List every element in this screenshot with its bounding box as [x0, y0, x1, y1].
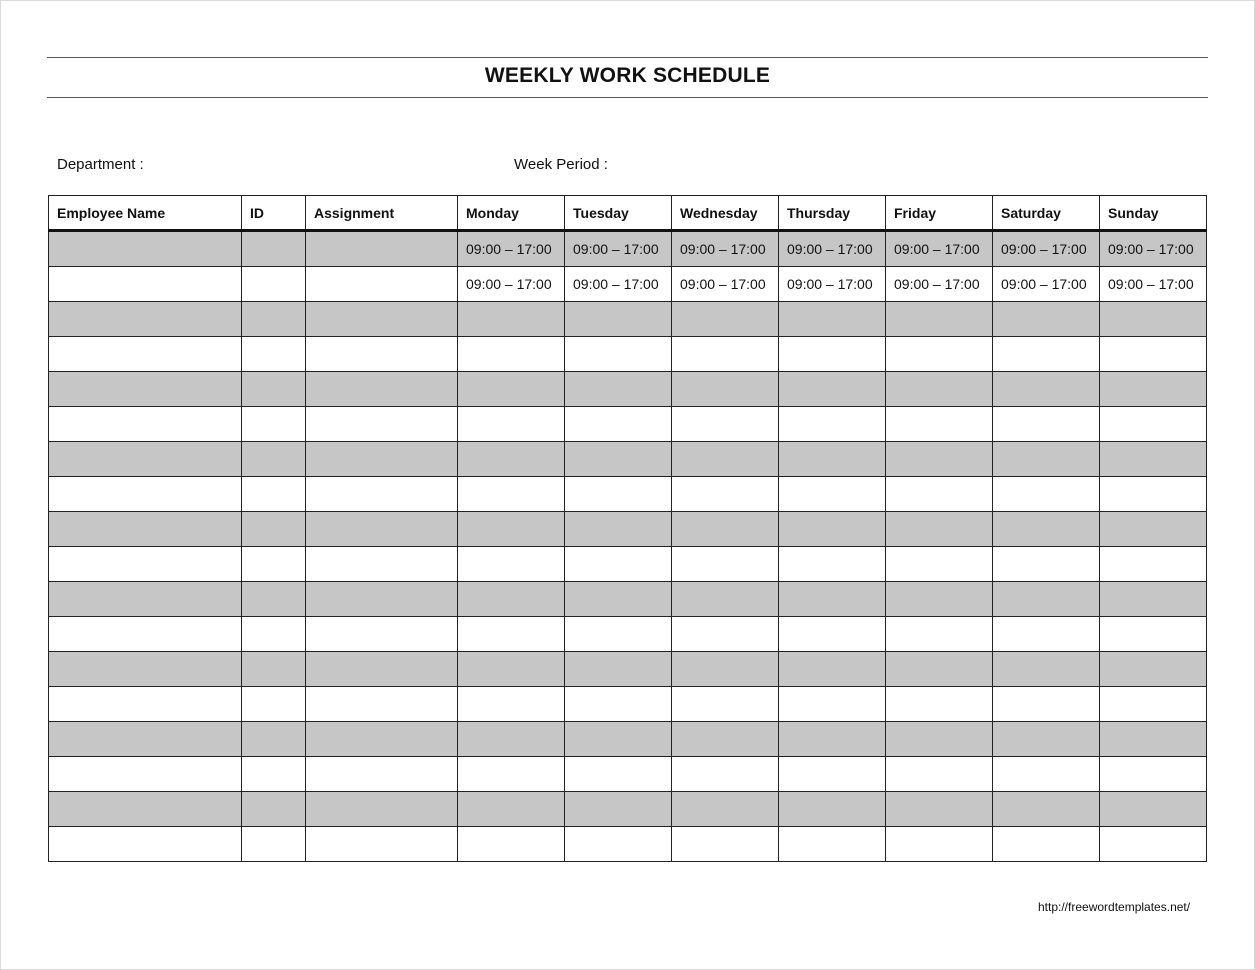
table-row — [49, 652, 1207, 687]
cell-sunday[interactable] — [1100, 582, 1207, 617]
cell-assignment[interactable] — [306, 477, 458, 512]
header-row — [49, 196, 1207, 231]
cell-friday[interactable] — [886, 757, 993, 792]
cell-saturday[interactable] — [993, 547, 1100, 582]
cell-tuesday[interactable] — [565, 337, 672, 372]
cell-employee-name[interactable] — [49, 442, 242, 477]
cell-id[interactable] — [242, 792, 306, 827]
table-row — [49, 337, 1207, 372]
cell-saturday[interactable] — [993, 687, 1100, 722]
cell-monday[interactable] — [458, 547, 565, 582]
cell-saturday[interactable] — [993, 722, 1100, 757]
cell-id[interactable] — [242, 547, 306, 582]
cell-monday[interactable]: 09:00 – 17:00 — [458, 267, 565, 302]
cell-thursday[interactable] — [779, 477, 886, 512]
cell-id[interactable] — [242, 337, 306, 372]
header-assignment: Assignment — [306, 196, 458, 231]
cell-friday[interactable] — [886, 582, 993, 617]
cell-tuesday[interactable] — [565, 512, 672, 547]
cell-saturday[interactable] — [993, 407, 1100, 442]
cell-employee-name[interactable] — [49, 231, 242, 267]
cell-assignment[interactable] — [306, 652, 458, 687]
cell-thursday[interactable] — [779, 407, 886, 442]
cell-saturday[interactable] — [993, 827, 1100, 862]
cell-friday[interactable] — [886, 617, 993, 652]
cell-assignment[interactable] — [306, 722, 458, 757]
cell-employee-name[interactable] — [49, 407, 242, 442]
cell-saturday[interactable]: 09:00 – 17:00 — [993, 267, 1100, 302]
cell-wednesday[interactable] — [672, 827, 779, 862]
schedule-body — [49, 231, 1207, 862]
table-row — [49, 687, 1207, 722]
cell-sunday[interactable] — [1100, 792, 1207, 827]
cell-tuesday[interactable] — [565, 792, 672, 827]
cell-saturday[interactable] — [993, 512, 1100, 547]
header-id: ID — [242, 196, 306, 231]
cell-id[interactable] — [242, 617, 306, 652]
cell-friday[interactable] — [886, 512, 993, 547]
header-saturday: Saturday — [993, 196, 1100, 231]
table-row — [49, 792, 1207, 827]
cell-saturday[interactable]: 09:00 – 17:00 — [993, 231, 1100, 267]
header-employee-name: Employee Name — [49, 196, 242, 231]
cell-employee-name[interactable] — [49, 722, 242, 757]
cell-id[interactable] — [242, 407, 306, 442]
cell-thursday[interactable] — [779, 827, 886, 862]
cell-sunday[interactable]: 09:00 – 17:00 — [1100, 231, 1207, 267]
cell-friday[interactable] — [886, 547, 993, 582]
table-row — [49, 302, 1207, 337]
cell-employee-name[interactable] — [49, 372, 242, 407]
cell-sunday[interactable] — [1100, 337, 1207, 372]
cell-assignment[interactable] — [306, 792, 458, 827]
cell-id[interactable] — [242, 231, 306, 267]
cell-sunday[interactable] — [1100, 442, 1207, 477]
cell-employee-name[interactable] — [49, 512, 242, 547]
cell-employee-name[interactable] — [49, 582, 242, 617]
cell-id[interactable] — [242, 267, 306, 302]
cell-sunday[interactable] — [1100, 652, 1207, 687]
cell-sunday[interactable]: 09:00 – 17:00 — [1100, 267, 1207, 302]
cell-assignment[interactable] — [306, 617, 458, 652]
cell-sunday[interactable] — [1100, 687, 1207, 722]
cell-sunday[interactable] — [1100, 302, 1207, 337]
cell-thursday[interactable] — [779, 337, 886, 372]
cell-tuesday[interactable]: 09:00 – 17:00 — [565, 267, 672, 302]
cell-sunday[interactable] — [1100, 617, 1207, 652]
footer-url: http://freewordtemplates.net/ — [1038, 900, 1191, 914]
header-friday: Friday — [886, 196, 993, 231]
cell-id[interactable] — [242, 302, 306, 337]
cell-sunday[interactable] — [1100, 407, 1207, 442]
cell-monday[interactable] — [458, 337, 565, 372]
cell-saturday[interactable] — [993, 757, 1100, 792]
page-title: WEEKLY WORK SCHEDULE — [484, 64, 771, 87]
cell-id[interactable] — [242, 757, 306, 792]
cell-id[interactable] — [242, 477, 306, 512]
cell-thursday[interactable] — [779, 442, 886, 477]
title-rule-top — [47, 57, 1208, 58]
cell-wednesday[interactable] — [672, 757, 779, 792]
cell-monday[interactable] — [458, 617, 565, 652]
cell-thursday[interactable] — [779, 582, 886, 617]
cell-tuesday[interactable] — [565, 617, 672, 652]
cell-employee-name[interactable] — [49, 547, 242, 582]
cell-wednesday[interactable] — [672, 302, 779, 337]
cell-wednesday[interactable] — [672, 372, 779, 407]
cell-saturday[interactable] — [993, 337, 1100, 372]
cell-monday[interactable]: 09:00 – 17:00 — [458, 231, 565, 267]
cell-tuesday[interactable] — [565, 687, 672, 722]
cell-assignment[interactable] — [306, 512, 458, 547]
table-row — [49, 512, 1207, 547]
cell-wednesday[interactable] — [672, 442, 779, 477]
cell-employee-name[interactable] — [49, 267, 242, 302]
cell-sunday[interactable] — [1100, 477, 1207, 512]
cell-tuesday[interactable] — [565, 547, 672, 582]
cell-friday[interactable] — [886, 337, 993, 372]
cell-id[interactable] — [242, 827, 306, 862]
cell-monday[interactable] — [458, 652, 565, 687]
header-wednesday: Wednesday — [672, 196, 779, 231]
cell-tuesday[interactable] — [565, 652, 672, 687]
cell-tuesday[interactable]: 09:00 – 17:00 — [565, 231, 672, 267]
title-rule-bottom — [47, 97, 1208, 98]
cell-wednesday[interactable] — [672, 617, 779, 652]
cell-thursday[interactable] — [779, 547, 886, 582]
cell-assignment[interactable] — [306, 687, 458, 722]
cell-saturday[interactable] — [993, 582, 1100, 617]
cell-assignment[interactable] — [306, 582, 458, 617]
cell-tuesday[interactable] — [565, 477, 672, 512]
cell-thursday[interactable] — [779, 652, 886, 687]
cell-wednesday[interactable] — [672, 582, 779, 617]
cell-thursday[interactable] — [779, 722, 886, 757]
cell-employee-name[interactable] — [49, 302, 242, 337]
cell-sunday[interactable] — [1100, 547, 1207, 582]
cell-monday[interactable] — [458, 372, 565, 407]
cell-saturday[interactable] — [993, 372, 1100, 407]
cell-tuesday[interactable] — [565, 757, 672, 792]
week-period-label: Week Period : — [514, 156, 608, 173]
cell-saturday[interactable] — [993, 652, 1100, 687]
cell-wednesday[interactable]: 09:00 – 17:00 — [672, 267, 779, 302]
cell-assignment[interactable] — [306, 231, 458, 267]
table-row — [49, 442, 1207, 477]
cell-saturday[interactable] — [993, 442, 1100, 477]
cell-sunday[interactable] — [1100, 512, 1207, 547]
cell-friday[interactable] — [886, 652, 993, 687]
cell-id[interactable] — [242, 652, 306, 687]
header-monday: Monday — [458, 196, 565, 231]
cell-assignment[interactable] — [306, 267, 458, 302]
cell-friday[interactable] — [886, 442, 993, 477]
cell-employee-name[interactable] — [49, 757, 242, 792]
cell-friday[interactable] — [886, 687, 993, 722]
cell-id[interactable] — [242, 512, 306, 547]
table-row — [49, 547, 1207, 582]
cell-monday[interactable] — [458, 582, 565, 617]
cell-friday[interactable] — [886, 792, 993, 827]
cell-wednesday[interactable] — [672, 652, 779, 687]
cell-employee-name[interactable] — [49, 477, 242, 512]
department-label: Department : — [57, 156, 144, 173]
cell-thursday[interactable] — [779, 372, 886, 407]
cell-tuesday[interactable] — [565, 722, 672, 757]
cell-tuesday[interactable] — [565, 582, 672, 617]
cell-assignment[interactable] — [306, 407, 458, 442]
cell-assignment[interactable] — [306, 372, 458, 407]
cell-friday[interactable] — [886, 407, 993, 442]
cell-friday[interactable] — [886, 372, 993, 407]
cell-wednesday[interactable] — [672, 722, 779, 757]
cell-id[interactable] — [242, 722, 306, 757]
cell-saturday[interactable] — [993, 302, 1100, 337]
cell-thursday[interactable] — [779, 687, 886, 722]
cell-employee-name[interactable] — [49, 617, 242, 652]
cell-assignment[interactable] — [306, 827, 458, 862]
cell-thursday[interactable] — [779, 792, 886, 827]
cell-monday[interactable] — [458, 512, 565, 547]
cell-monday[interactable] — [458, 792, 565, 827]
table-row — [49, 231, 1207, 267]
table-row — [49, 267, 1207, 302]
cell-wednesday[interactable] — [672, 407, 779, 442]
cell-employee-name[interactable] — [49, 792, 242, 827]
header-tuesday: Tuesday — [565, 196, 672, 231]
cell-friday[interactable]: 09:00 – 17:00 — [886, 231, 993, 267]
cell-friday[interactable]: 09:00 – 17:00 — [886, 267, 993, 302]
cell-wednesday[interactable] — [672, 337, 779, 372]
cell-friday[interactable] — [886, 827, 993, 862]
cell-tuesday[interactable] — [565, 372, 672, 407]
cell-thursday[interactable]: 09:00 – 17:00 — [779, 231, 886, 267]
cell-wednesday[interactable] — [672, 687, 779, 722]
cell-saturday[interactable] — [993, 477, 1100, 512]
cell-id[interactable] — [242, 442, 306, 477]
table-row — [49, 407, 1207, 442]
header-sunday: Sunday — [1100, 196, 1207, 231]
cell-friday[interactable] — [886, 477, 993, 512]
table-row — [49, 757, 1207, 792]
cell-sunday[interactable] — [1100, 722, 1207, 757]
cell-id[interactable] — [242, 372, 306, 407]
cell-employee-name[interactable] — [49, 337, 242, 372]
cell-wednesday[interactable] — [672, 792, 779, 827]
header-thursday: Thursday — [779, 196, 886, 231]
cell-assignment[interactable] — [306, 547, 458, 582]
cell-tuesday[interactable] — [565, 407, 672, 442]
cell-employee-name[interactable] — [49, 652, 242, 687]
cell-id[interactable] — [242, 582, 306, 617]
cell-thursday[interactable] — [779, 512, 886, 547]
table-row — [49, 827, 1207, 862]
schedule-table — [48, 195, 1207, 862]
cell-monday[interactable] — [458, 477, 565, 512]
cell-monday[interactable] — [458, 407, 565, 442]
cell-monday[interactable] — [458, 687, 565, 722]
cell-sunday[interactable] — [1100, 372, 1207, 407]
cell-friday[interactable] — [886, 302, 993, 337]
cell-monday[interactable] — [458, 442, 565, 477]
table-row — [49, 617, 1207, 652]
cell-id[interactable] — [242, 687, 306, 722]
cell-wednesday[interactable] — [672, 477, 779, 512]
cell-assignment[interactable] — [306, 442, 458, 477]
cell-thursday[interactable] — [779, 617, 886, 652]
cell-assignment[interactable] — [306, 757, 458, 792]
cell-tuesday[interactable] — [565, 442, 672, 477]
cell-monday[interactable] — [458, 722, 565, 757]
cell-wednesday[interactable]: 09:00 – 17:00 — [672, 231, 779, 267]
cell-saturday[interactable] — [993, 617, 1100, 652]
table-row — [49, 582, 1207, 617]
cell-sunday[interactable] — [1100, 757, 1207, 792]
cell-monday[interactable] — [458, 757, 565, 792]
table-row — [49, 722, 1207, 757]
cell-thursday[interactable]: 09:00 – 17:00 — [779, 267, 886, 302]
cell-thursday[interactable] — [779, 302, 886, 337]
cell-tuesday[interactable] — [565, 827, 672, 862]
cell-assignment[interactable] — [306, 302, 458, 337]
cell-friday[interactable] — [886, 722, 993, 757]
cell-assignment[interactable] — [306, 337, 458, 372]
cell-wednesday[interactable] — [672, 512, 779, 547]
table-row — [49, 372, 1207, 407]
cell-saturday[interactable] — [993, 792, 1100, 827]
table-row — [49, 477, 1207, 512]
cell-wednesday[interactable] — [672, 547, 779, 582]
cell-sunday[interactable] — [1100, 827, 1207, 862]
cell-monday[interactable] — [458, 827, 565, 862]
cell-employee-name[interactable] — [49, 827, 242, 862]
cell-tuesday[interactable] — [565, 302, 672, 337]
cell-monday[interactable] — [458, 302, 565, 337]
cell-employee-name[interactable] — [49, 687, 242, 722]
cell-thursday[interactable] — [779, 757, 886, 792]
